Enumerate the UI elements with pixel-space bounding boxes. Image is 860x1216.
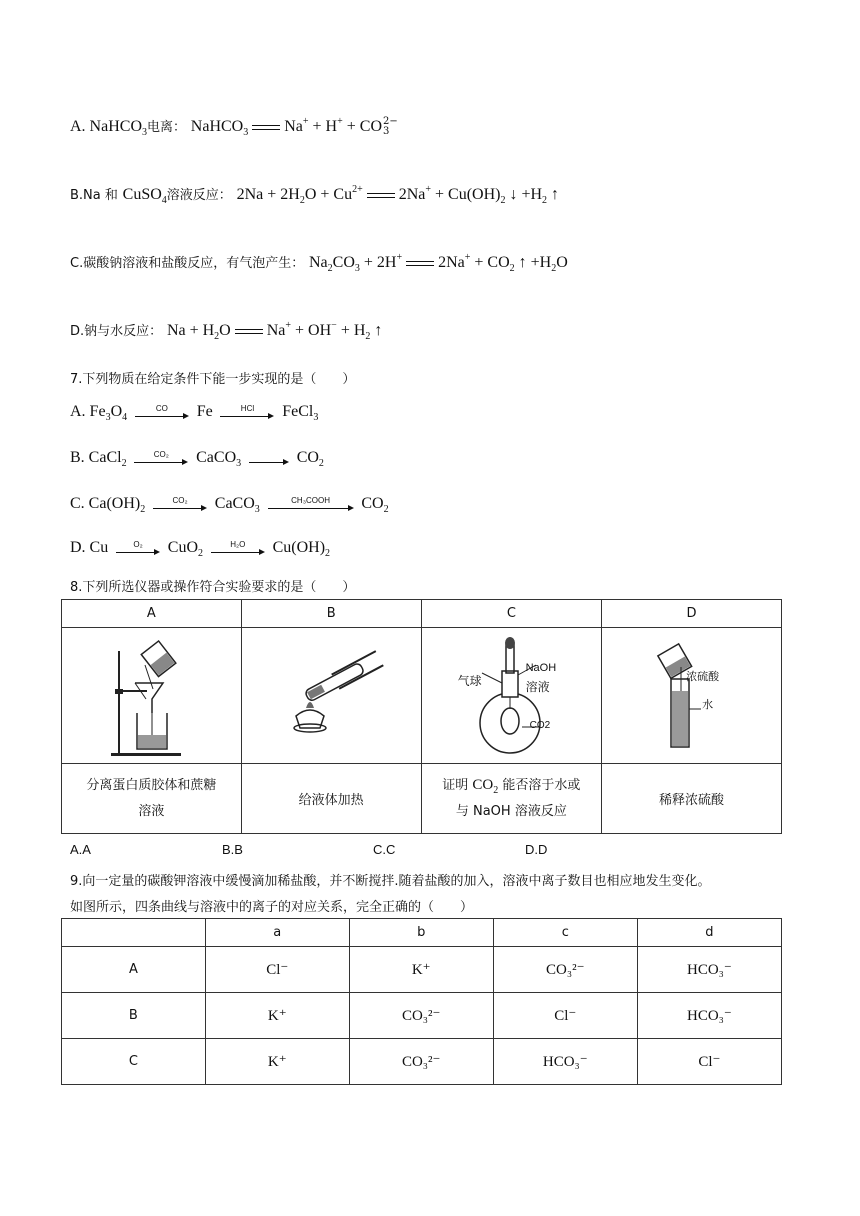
q8-caption-b: 给液体加热 [241, 764, 421, 834]
q9-ion-cell: K⁺ [205, 993, 349, 1039]
q8-c-solution-label: 溶液 [525, 680, 550, 694]
co2-balloon-flask-image [436, 631, 586, 757]
q6-option-b: B.Na 和 CuSO$_4$溶液反应： $2Na + 2H_2O + Cu^{2+}$ $2Na^+ + Cu(OH)_2$ ↓ $+H_2$ ↑ [70, 184, 560, 206]
q6-option-b-prefix: B.Na 和 [70, 188, 118, 203]
q9-ion-cell: HCO₃⁻ [637, 993, 781, 1039]
q9-table [61, 918, 782, 1085]
q6-option-d: D.钠与水反应： $Na + H_2O$ $Na^+ + OH^- + H_2$ ↑ [70, 320, 383, 342]
q8-stem: 8.下列所选仪器或操作符合实验要求的是（ ） [70, 580, 356, 595]
q7-option-b: B. CaCl$_2$ CO₂ CaCO$_3$ $CO_2$ [70, 449, 324, 469]
q8-caption-c: 证明 $CO_2$ 能否溶于水或 与 NaOH 溶液反应 [421, 764, 602, 834]
q8-c-naoh-label: NaOH [525, 662, 557, 674]
q6-option-a: A. NaHCO$_3$电离： NaHCO$_3$ Na+ + H+ + CO 2− 3 [70, 116, 398, 138]
q9-ion-cell: CO₃²⁻ [349, 993, 493, 1039]
q7-d-arrow-1: O₂ [116, 540, 160, 556]
q7-option-d: D. Cu O₂ CuO$_2$ H₂O $Cu(OH)_2$ [70, 539, 331, 559]
q8-answer-b: B.B [222, 842, 243, 857]
q9-col-header-d: d [637, 919, 781, 947]
q9-col-header-c: c [493, 919, 637, 947]
q8-figure-a [62, 628, 242, 764]
q9-stem-line2: 如图所示，四条曲线与溶液中的离子的对应关系，完全正确的（ ） [70, 900, 474, 915]
q7-d-arrow-2: H₂O [211, 540, 265, 556]
q8-figure-c [421, 628, 602, 764]
q8-header-d: D [602, 600, 782, 628]
q6-option-a-label: 电离： [147, 120, 187, 135]
q9-ion-cell: K⁺ [205, 1039, 349, 1085]
q8-d-water-label: 水 [702, 698, 714, 711]
q8-caption-a: 分离蛋白质胶体和蔗糖 溶液 [62, 764, 242, 834]
q9-stem-line1: 9.向一定量的碳酸钾溶液中缓慢滴加稀盐酸，并不断搅拌.随着盐酸的加入，溶液中离子数目也相应地发生变化。 [70, 874, 711, 889]
dilution-cylinder-image [637, 639, 747, 749]
q9-col-header-b: b [349, 919, 493, 947]
q8-figure-b [241, 628, 421, 764]
q7-stem: 7.下列物质在给定条件下能一步实现的是（ ） [70, 372, 356, 387]
q8-answer-d: D.D [525, 842, 548, 857]
q7-option-a: A. $Fe_3O_4$ CO Fe HCl FeCl$_3$ [70, 403, 319, 423]
q9-row-label: C [62, 1039, 206, 1085]
table-row [62, 947, 782, 993]
q8-caption-d: 稀释浓硫酸 [602, 764, 782, 834]
q7-c-arrow-1: CO₂ [153, 496, 207, 512]
q9-row-label: A [62, 947, 206, 993]
q9-ion-cell: CO₃²⁻ [349, 1039, 493, 1085]
q7-b-arrow-1: CO₂ [134, 450, 188, 466]
q7-b-arrow-2 [249, 450, 289, 466]
filtration-apparatus-image [101, 631, 201, 757]
q8-answer-c: C.C [373, 842, 396, 857]
q9-ion-cell: Cl⁻ [205, 947, 349, 993]
q6-option-d-label: D.钠与水反应： [70, 324, 163, 339]
table-row [62, 993, 782, 1039]
q7-a-arrow-1: CO [135, 404, 189, 420]
table-row [62, 1039, 782, 1085]
q9-ion-cell: K⁺ [349, 947, 493, 993]
q8-figure-d [602, 628, 782, 764]
q6-option-c-label: C.碳酸钠溶液和盐酸反应，有气泡产生： [70, 256, 305, 271]
q9-ion-cell: Cl⁻ [493, 993, 637, 1039]
q9-col-header-0 [62, 919, 206, 947]
q7-c-arrow-2: CH₃COOH [268, 496, 354, 512]
q7-a-arrow-2: HCl [220, 404, 274, 420]
q9-ion-cell: Cl⁻ [637, 1039, 781, 1085]
heating-test-tube-image [276, 644, 386, 744]
q8-header-c: C [421, 600, 602, 628]
q9-row-label: B [62, 993, 206, 1039]
q7-option-c: C. $Ca(OH)_2$ CO₂ CaCO$_3$ CH₃COOH $CO_2$ [70, 495, 389, 515]
q8-header-b: B [241, 600, 421, 628]
q9-ion-cell: HCO₃⁻ [493, 1039, 637, 1085]
q9-ion-cell: HCO₃⁻ [637, 947, 781, 993]
q8-table [61, 599, 782, 834]
q8-answer-a: A.A [70, 842, 91, 857]
q8-c-balloon-label: 气球 [457, 674, 482, 688]
q8-c-co2-label: CO2 [529, 720, 551, 731]
q6-option-c: C.碳酸钠溶液和盐酸反应，有气泡产生： $Na_2CO_3 + 2H^+$ $2Na^+ + CO_2$ ↑ $+H_2O$ [70, 252, 568, 274]
q8-header-a: A [62, 600, 242, 628]
q8-d-acid-label: 浓硫酸 [686, 670, 720, 683]
q6-option-b-label: 溶液反应： [166, 188, 232, 203]
q9-ion-cell: CO₃²⁻ [493, 947, 637, 993]
q9-col-header-a: a [205, 919, 349, 947]
